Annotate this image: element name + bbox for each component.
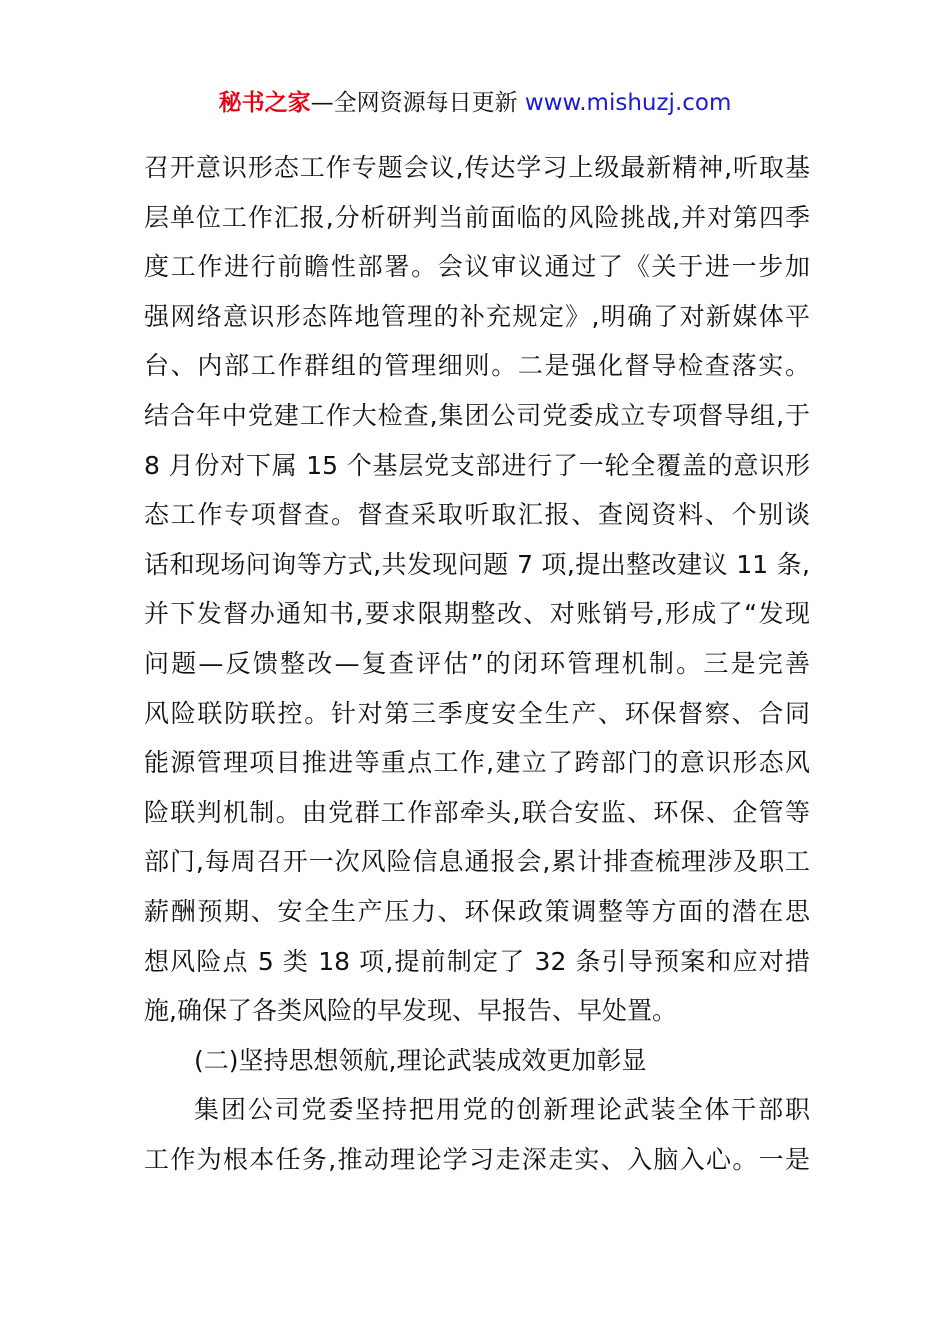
brand-name: 秘书之家 xyxy=(218,90,311,116)
text-line: 并下发督办通知书,要求限期整改、对账销号,形成了“发现 xyxy=(144,599,810,629)
header-tagline: —全网资源每日更新 xyxy=(310,90,525,116)
text-line: 台、内部工作群组的管理细则。二是强化督导检查落实。 xyxy=(144,351,810,381)
text-line: 问题—反馈整改—复查评估”的闭环管理机制。三是完善 xyxy=(144,648,810,678)
text-line: 能源管理项目推进等重点工作,建立了跨部门的意识形态风 xyxy=(144,748,810,778)
paragraph xyxy=(144,1085,810,1184)
text-line: 态工作专项督查。督查采取听取汇报、查阅资料、个别谈 xyxy=(144,500,810,530)
document-body xyxy=(144,143,810,1184)
page-header xyxy=(0,86,950,120)
text-line: 结合年中党建工作大检查,集团公司党委成立专项督导组,于 xyxy=(144,400,810,430)
text-line: 薪酬预期、安全生产压力、环保政策调整等方面的潜在思 xyxy=(144,896,810,926)
text-line: 工作为根本任务,推动理论学习走深走实、入脑入心。一是 xyxy=(144,1144,810,1174)
paragraph xyxy=(144,143,810,1036)
text-line: 施,确保了各类风险的早发现、早报告、早处置。 xyxy=(144,996,677,1026)
text-line: 度工作进行前瞻性部署。会议审议通过了《关于进一步加 xyxy=(144,252,810,282)
site-url-link[interactable]: www.mishuzj.com xyxy=(524,90,732,116)
text-line: 召开意识形态工作专题会议,传达学习上级最新精神,听取基 xyxy=(144,153,810,182)
text-line: 部门,每周召开一次风险信息通报会,累计排查梳理涉及职工 xyxy=(144,847,810,877)
text-line: 强网络意识形态阵地管理的补充规定》,明确了对新媒体平 xyxy=(144,301,810,331)
text-line: 集团公司党委坚持把用党的创新理论武装全体干部职 xyxy=(194,1095,810,1125)
text-line: 险联判机制。由党群工作部牵头,联合安监、环保、企管等 xyxy=(144,797,810,827)
text-line: 想风险点 5 类 18 项,提前制定了 32 条引导预案和应对措 xyxy=(144,946,810,976)
text-line: 8 月份对下属 15 个基层党支部进行了一轮全覆盖的意识形 xyxy=(144,450,810,480)
text-line: 话和现场问询等方式,共发现问题 7 项,提出整改建议 11 条, xyxy=(144,549,810,579)
section-heading-text: (二)坚持思想领航,理论武装成效更加彰显 xyxy=(194,1045,647,1075)
section-heading xyxy=(144,1036,810,1086)
text-line: 层单位工作汇报,分析研判当前面临的风险挑战,并对第四季 xyxy=(144,202,810,232)
text-line: 风险联防联控。针对第三季度安全生产、环保督察、合同 xyxy=(144,698,810,728)
